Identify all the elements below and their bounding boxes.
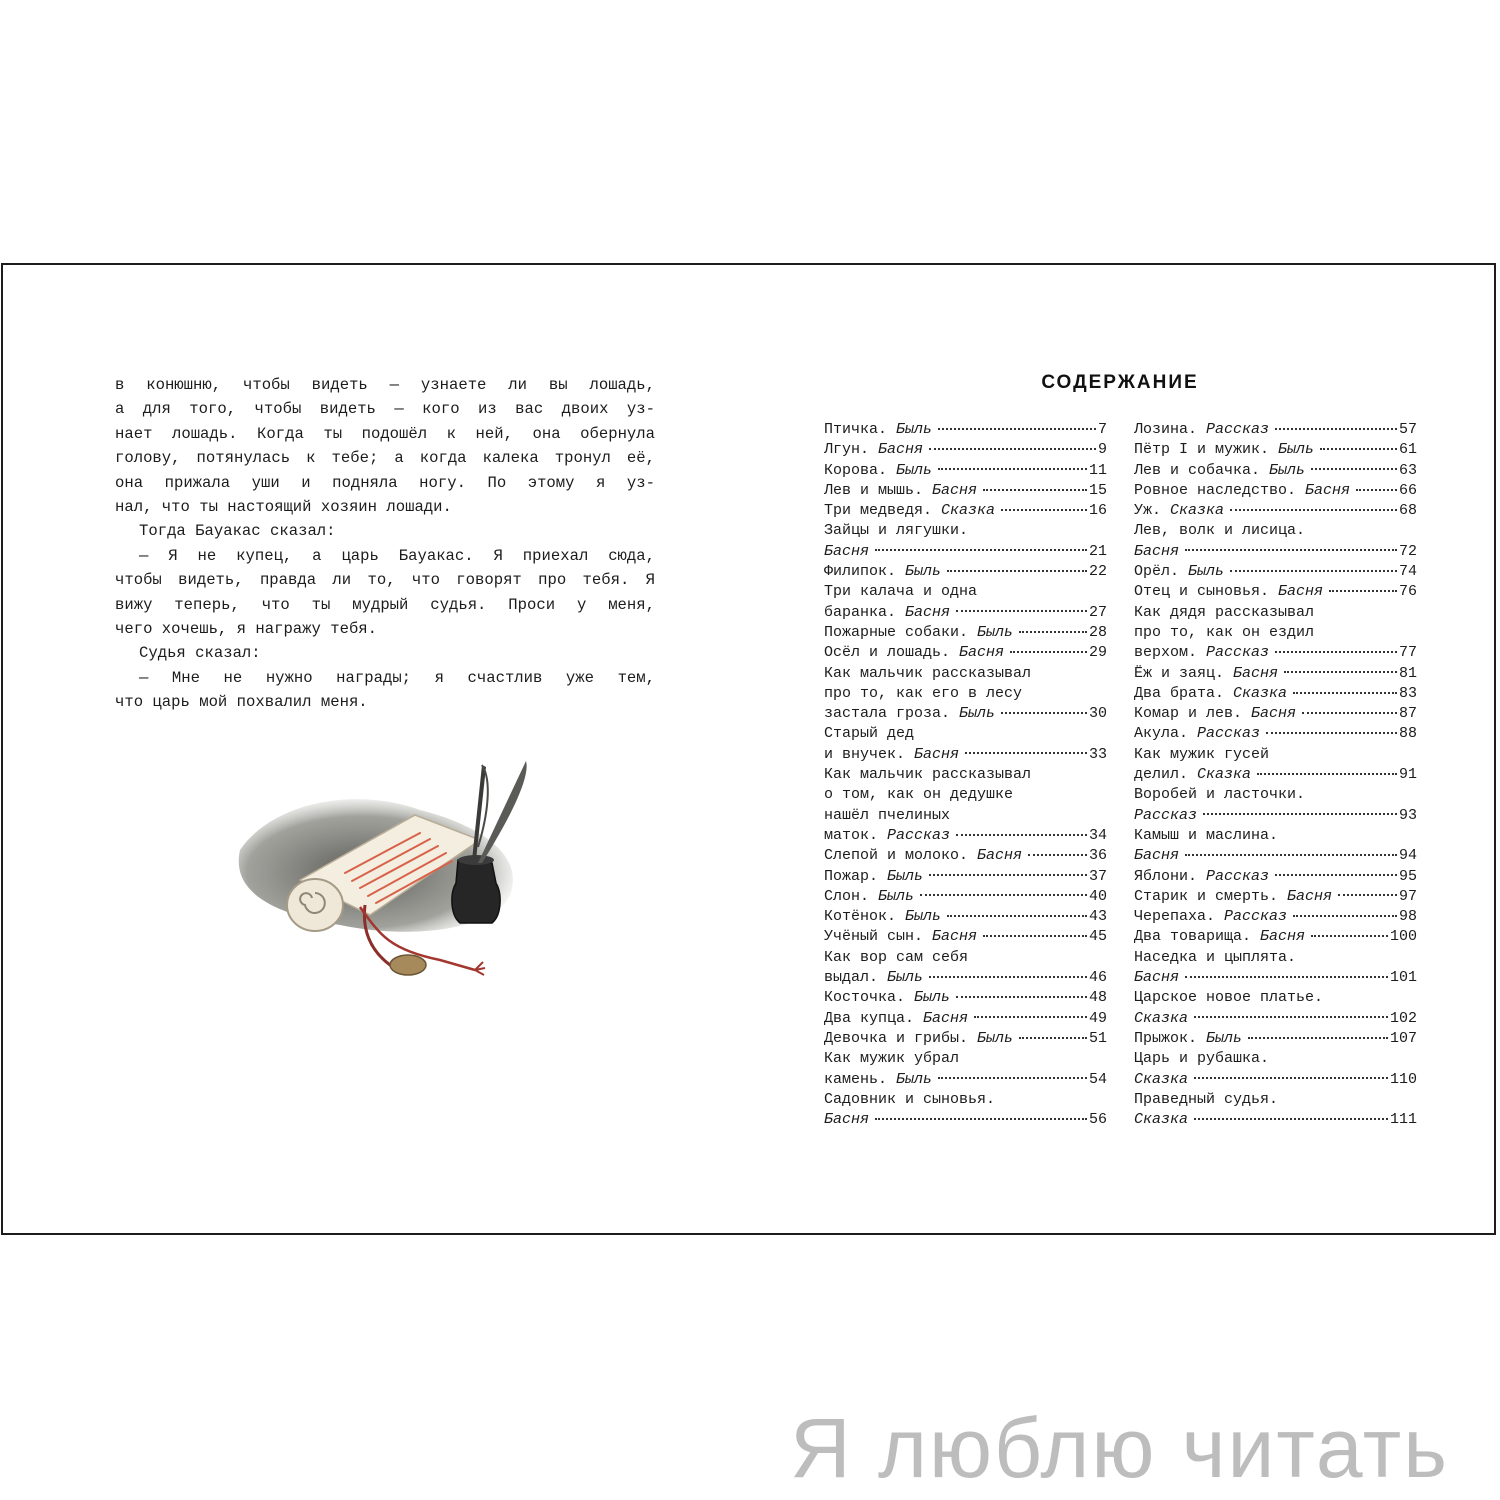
toc-entry-genre: Басня	[824, 542, 870, 560]
toc-entry-genre: Басня	[1134, 847, 1180, 865]
toc-entry	[1134, 521, 1417, 541]
toc-entry-title: Старик и смерть.	[1134, 887, 1279, 905]
toc-entry	[824, 826, 1107, 846]
toc-entry-page: 68	[1398, 502, 1417, 520]
toc-entry	[824, 643, 1107, 663]
toc-leader-dots	[1302, 709, 1397, 714]
story-line: а для того, чтобы видеть — кого из вас двоих уз-	[115, 400, 655, 419]
toc-entry-page: 81	[1398, 664, 1417, 682]
toc-entry-genre: Сказка	[1134, 1111, 1189, 1129]
toc-entry-page: 43	[1088, 908, 1107, 926]
toc-leader-dots	[974, 1013, 1087, 1018]
scroll-inkwell-quill-icon	[230, 755, 530, 985]
toc-entry-genre: Быль	[887, 969, 924, 987]
toc-entry-page: 45	[1088, 928, 1107, 946]
toc-leader-dots	[875, 546, 1087, 551]
toc-entry	[824, 1029, 1107, 1049]
toc-entry-title: Уж.	[1134, 502, 1162, 520]
toc-leader-dots	[1019, 628, 1087, 633]
toc-entry-title: Ровное наследство.	[1134, 481, 1297, 499]
toc-entry-title: застала гроза.	[824, 705, 951, 723]
toc-entry-genre: Сказка	[941, 502, 996, 520]
toc-entry-page: 77	[1398, 644, 1417, 662]
toc-leader-dots	[1028, 851, 1087, 856]
toc-entry	[824, 704, 1107, 724]
toc-entry	[824, 806, 1107, 826]
toc-entry	[1134, 968, 1417, 988]
toc-entry-genre: Сказка	[1134, 1070, 1189, 1088]
toc-leader-dots	[1230, 506, 1397, 511]
toc-column-left	[824, 420, 1107, 1130]
toc-leader-dots	[1275, 871, 1397, 876]
toc-leader-dots	[1257, 770, 1397, 775]
toc-entry-page: 111	[1389, 1111, 1417, 1129]
toc-entry-page: 28	[1088, 623, 1107, 641]
toc-leader-dots	[929, 871, 1087, 876]
toc-entry-page: 97	[1398, 887, 1417, 905]
toc-entry-genre: Быль	[887, 867, 924, 885]
toc-leader-dots	[956, 993, 1087, 998]
watermark-text: Я люблю читать	[790, 1401, 1450, 1495]
toc-entry-genre: Сказка	[1197, 766, 1252, 784]
toc-entry-genre: Быль	[896, 421, 933, 438]
toc-entry-genre: Быль	[878, 887, 915, 905]
toc-entry-genre: Быль	[905, 908, 942, 926]
toc-entry	[1134, 724, 1417, 744]
toc-entry-title: маток.	[824, 826, 879, 844]
toc-entry-page: 66	[1398, 481, 1417, 499]
toc-entry-title: Два товарища.	[1134, 928, 1252, 946]
toc-entry-page: 33	[1088, 745, 1107, 763]
toc-entry	[824, 988, 1107, 1008]
toc-entry-genre: Басня	[1305, 481, 1351, 499]
toc-entry-genre: Сказка	[1170, 502, 1225, 520]
toc-leader-dots	[1248, 1034, 1388, 1039]
toc-entry-page: 56	[1088, 1111, 1107, 1129]
toc-leader-dots	[1185, 851, 1397, 856]
toc-entry-genre: Басня	[1287, 887, 1333, 905]
toc-entry	[1134, 542, 1417, 562]
toc-entry	[824, 968, 1107, 988]
toc-entry-title: Пожарные собаки.	[824, 623, 969, 641]
toc-entry-genre: Быль	[1206, 1029, 1243, 1047]
toc-entry-title: Лев и мышь.	[824, 481, 924, 499]
toc-entry	[1134, 704, 1417, 724]
toc-entry-genre: Басня	[959, 644, 1005, 662]
toc-entry-genre: Басня	[932, 928, 978, 946]
toc-entry-title: про то, как он ездил	[1134, 623, 1315, 641]
toc-entry-page: 110	[1389, 1070, 1417, 1088]
toc-entry-page: 15	[1088, 481, 1107, 499]
story-text	[115, 373, 655, 715]
toc-entry-page: 72	[1398, 542, 1417, 560]
toc-entry-page: 101	[1389, 969, 1417, 987]
toc-entry-title: Яблони.	[1134, 867, 1198, 885]
toc-entry	[824, 1070, 1107, 1090]
toc-entry-title: Камыш и маслина.	[1134, 826, 1279, 844]
toc-entry	[824, 664, 1107, 684]
story-line: нал, что ты настоящий хозяин лошади.	[115, 498, 452, 517]
toc-entry	[824, 785, 1107, 805]
toc-entry-page: 74	[1398, 563, 1417, 581]
toc-entry-title: Лгун.	[824, 441, 870, 459]
toc-leader-dots	[875, 1115, 1087, 1120]
toc-entry	[1134, 501, 1417, 521]
toc-leader-dots	[1284, 668, 1397, 673]
toc-entry-title: Девочка и грибы.	[824, 1029, 969, 1047]
toc-leader-dots	[938, 1074, 1087, 1079]
toc-entry-genre: Быль	[914, 989, 951, 1007]
toc-entry-genre: Быль	[977, 1029, 1014, 1047]
story-line: что царь мой похвалил меня.	[115, 693, 368, 712]
toc-entry-title: Осёл и лошадь.	[824, 644, 951, 662]
toc-entry-title: выдал.	[824, 969, 879, 987]
toc-entry-title: баранка.	[824, 603, 897, 621]
toc-entry-page: 22	[1088, 563, 1107, 581]
toc-entry	[824, 887, 1107, 907]
toc-leader-dots	[947, 567, 1087, 572]
toc-entry-genre: Басня	[932, 481, 978, 499]
toc-entry-genre: Быль	[896, 461, 933, 479]
toc-leader-dots	[1001, 709, 1087, 714]
toc-entry-genre: Сказка	[1134, 1009, 1189, 1027]
toc-entry-genre: Рассказ	[1206, 867, 1270, 885]
toc-leader-dots	[1320, 445, 1397, 450]
story-line: голову, потянулась к тебе; а когда калека тронул её,	[115, 449, 655, 468]
story-line: чтобы видеть, правда ли то, что говорят про тебя. Я	[115, 571, 655, 590]
toc-entry	[824, 521, 1107, 541]
toc-leader-dots	[1275, 425, 1397, 430]
toc-entry-page: 87	[1398, 705, 1417, 723]
toc-entry-genre: Басня	[1278, 583, 1324, 601]
toc-leader-dots	[1266, 729, 1397, 734]
toc-entry-title: Два брата.	[1134, 684, 1225, 702]
toc-leader-dots	[938, 465, 1087, 470]
toc-entry-title: о том, как он дедушке	[824, 786, 1014, 804]
toc-entry-title: Лозина.	[1134, 421, 1198, 438]
toc-entry-title: Наседка и цыплята.	[1134, 948, 1297, 966]
toc-entry	[824, 927, 1107, 947]
toc-entry-page: 61	[1398, 441, 1417, 459]
story-line: нает лошадь. Когда ты подошёл к ней, она обернула	[115, 424, 655, 443]
toc-leader-dots	[956, 607, 1087, 612]
toc-entry-title: Воробей и ласточки.	[1134, 786, 1306, 804]
toc-entry-genre: Рассказ	[1134, 806, 1198, 824]
toc-entry-genre: Рассказ	[1206, 644, 1270, 662]
toc-entry-genre: Басня	[1134, 969, 1180, 987]
toc-entry-page: 49	[1088, 1009, 1107, 1027]
toc-entry	[1134, 785, 1417, 805]
toc-entry-title: Два купца.	[824, 1009, 915, 1027]
toc-entry-title: Царь и рубашка.	[1134, 1050, 1270, 1068]
toc-entry-genre: Басня	[977, 847, 1023, 865]
toc-entry	[1134, 461, 1417, 481]
toc-entry-title: Отец и сыновья.	[1134, 583, 1270, 601]
toc-title: СОДЕРЖАНИЕ	[1041, 372, 1199, 393]
toc-entry-title: Как мужик гусей	[1134, 745, 1270, 763]
toc-entry-title: Как дядя рассказывал	[1134, 603, 1315, 621]
toc-entry-title: Орёл.	[1134, 563, 1180, 581]
toc-entry-genre: Басня	[923, 1009, 969, 1027]
story-line: — Я не купец, а царь Бауакас. Я приехал сюда,	[139, 546, 655, 565]
toc-entry-title: Учёный сын.	[824, 928, 924, 946]
toc-entry-genre: Басня	[878, 441, 924, 459]
toc-leader-dots	[1194, 1115, 1388, 1120]
toc-leader-dots	[1329, 587, 1397, 592]
toc-entry-page: 93	[1398, 806, 1417, 824]
story-line: — Мне не нужно награды; я счастлив уже тем,	[139, 668, 655, 687]
toc-entry-title: Прыжок.	[1134, 1029, 1198, 1047]
toc-entry	[824, 501, 1107, 521]
toc-entry-title: Слепой и молоко.	[824, 847, 969, 865]
toc-entry	[1134, 664, 1417, 684]
toc-entry-title: Птичка.	[824, 421, 888, 438]
toc-entry	[824, 440, 1107, 460]
toc-entry-page: 40	[1088, 887, 1107, 905]
story-line: вижу теперь, что ты мудрый судья. Проси у меня,	[115, 595, 655, 614]
toc-entry-genre: Басня	[914, 745, 960, 763]
toc-entry-page: 30	[1088, 705, 1107, 723]
toc-leader-dots	[1311, 932, 1388, 937]
toc-entry	[1134, 562, 1417, 582]
toc-entry-genre: Рассказ	[1206, 421, 1270, 438]
toc-entry	[824, 420, 1107, 440]
toc-entry-title: Старый дед	[824, 725, 915, 743]
toc-entry-title: Садовник и сыновья.	[824, 1090, 996, 1108]
toc-entry	[1134, 745, 1417, 765]
toc-entry-title: Зайцы и лягушки.	[824, 522, 969, 540]
toc-entry-title: Три медведя.	[824, 502, 933, 520]
toc-entry	[1134, 765, 1417, 785]
toc-column-right	[1134, 420, 1417, 1130]
toc-entry	[824, 1009, 1107, 1029]
toc-entry	[824, 582, 1107, 602]
toc-entry-title: и внучек.	[824, 745, 906, 763]
toc-entry	[824, 603, 1107, 623]
toc-entry-title: камень.	[824, 1070, 888, 1088]
toc-leader-dots	[1230, 567, 1397, 572]
toc-entry	[824, 1049, 1107, 1069]
toc-entry-genre: Басня	[824, 1111, 870, 1129]
toc-entry-genre: Басня	[1251, 705, 1297, 723]
toc-entry	[824, 461, 1107, 481]
toc-entry-page: 88	[1398, 725, 1417, 743]
toc-entry-page: 100	[1389, 928, 1417, 946]
toc-entry-genre: Басня	[1233, 664, 1279, 682]
toc-entry-title: Лев, волк и лисица.	[1134, 522, 1306, 540]
toc-entry	[1134, 948, 1417, 968]
toc-entry-page: 83	[1398, 684, 1417, 702]
toc-entry-title: Царское новое платье.	[1134, 989, 1324, 1007]
toc-entry-page: 102	[1389, 1009, 1417, 1027]
toc-entry-page: 29	[1088, 644, 1107, 662]
toc-entry	[824, 684, 1107, 704]
story-line: Тогда Бауакас сказал:	[139, 522, 336, 541]
toc-entry	[824, 481, 1107, 501]
toc-entry	[1134, 420, 1417, 440]
toc-entry	[1134, 927, 1417, 947]
toc-leader-dots	[983, 486, 1087, 491]
toc-entry-title: Комар и лев.	[1134, 705, 1243, 723]
toc-leader-dots	[956, 831, 1087, 836]
toc-leader-dots	[929, 973, 1087, 978]
toc-entry-page: 16	[1088, 502, 1107, 520]
story-line: она прижала уши и подняла ногу. По этому я уз-	[115, 473, 655, 492]
toc-entry	[1134, 806, 1417, 826]
toc-entry-page: 54	[1088, 1070, 1107, 1088]
toc-entry	[824, 867, 1107, 887]
toc-entry	[1134, 1110, 1417, 1130]
toc-entry	[1134, 907, 1417, 927]
toc-entry-title: Как мальчик рассказывал	[824, 664, 1032, 682]
toc-entry-title: Черепаха.	[1134, 908, 1216, 926]
toc-entry	[824, 542, 1107, 562]
toc-entry-genre: Быль	[1278, 441, 1315, 459]
toc-entry-genre: Рассказ	[1197, 725, 1261, 743]
toc-entry-page: 27	[1088, 603, 1107, 621]
toc-entry	[824, 846, 1107, 866]
toc-entry	[1134, 623, 1417, 643]
story-line: в конюшню, чтобы видеть — узнаете ли вы лошадь,	[115, 376, 655, 394]
toc-entry-page: 48	[1088, 989, 1107, 1007]
toc-leader-dots	[965, 749, 1087, 754]
toc-entry-title: Как мужик убрал	[824, 1050, 960, 1068]
toc-leader-dots	[983, 932, 1087, 937]
toc-leader-dots	[1275, 648, 1397, 653]
toc-entry	[824, 562, 1107, 582]
toc-entry	[1134, 1009, 1417, 1029]
toc-entry-title: Пожар.	[824, 867, 879, 885]
toc-leader-dots	[1010, 648, 1087, 653]
toc-entry-title: Праведный судья.	[1134, 1090, 1279, 1108]
toc-leader-dots	[938, 425, 1096, 430]
toc-entry-page: 95	[1398, 867, 1417, 885]
toc-entry	[824, 623, 1107, 643]
toc-entry	[1134, 1029, 1417, 1049]
toc-entry-page: 36	[1088, 847, 1107, 865]
toc-entry	[1134, 1070, 1417, 1090]
toc-entry	[1134, 988, 1417, 1008]
toc-entry-title: Филипок.	[824, 563, 897, 581]
toc-entry-page: 9	[1097, 441, 1107, 459]
toc-leader-dots	[1203, 810, 1397, 815]
toc-leader-dots	[1001, 506, 1087, 511]
toc-entry	[1134, 887, 1417, 907]
toc-entry	[1134, 867, 1417, 887]
toc-entry-genre: Рассказ	[1224, 908, 1288, 926]
toc-entry-title: нашёл пчелиных	[824, 806, 951, 824]
toc-entry	[824, 745, 1107, 765]
toc-entry-genre: Быль	[977, 623, 1014, 641]
toc-leader-dots	[1194, 1074, 1388, 1079]
story-line: Судья сказал:	[139, 644, 261, 663]
toc-entry-page: 91	[1398, 766, 1417, 784]
toc-entry	[1134, 603, 1417, 623]
toc-entry-page: 7	[1097, 421, 1107, 438]
toc-entry-title: Три калача и одна	[824, 583, 978, 601]
toc-entry-title: Пётр I и мужик.	[1134, 441, 1270, 459]
toc-entry	[1134, 440, 1417, 460]
toc-entry-title: Как вор сам себя	[824, 948, 969, 966]
toc-leader-dots	[929, 445, 1096, 450]
toc-entry-title: Котёнок.	[824, 908, 897, 926]
toc-entry-title: верхом.	[1134, 644, 1198, 662]
toc-entry-genre: Рассказ	[887, 826, 951, 844]
toc-leader-dots	[1293, 912, 1397, 917]
toc-entry	[1134, 846, 1417, 866]
toc-leader-dots	[920, 891, 1087, 896]
toc-entry-page: 98	[1398, 908, 1417, 926]
toc-entry-genre: Быль	[959, 705, 996, 723]
toc-entry	[1134, 684, 1417, 704]
toc-entry	[1134, 582, 1417, 602]
toc-entry-title: про то, как его в лесу	[824, 684, 1023, 702]
toc-entry-title: Ёж и заяц.	[1134, 664, 1225, 682]
toc-leader-dots	[1293, 689, 1397, 694]
toc-entry-genre: Быль	[905, 563, 942, 581]
toc-entry-page: 63	[1398, 461, 1417, 479]
toc-entry	[824, 1090, 1107, 1110]
toc-leader-dots	[1311, 465, 1397, 470]
toc-entry-page: 76	[1398, 583, 1417, 601]
toc-entry-title: Лев и собачка.	[1134, 461, 1261, 479]
toc-entry-page: 21	[1088, 542, 1107, 560]
toc-entry-page: 37	[1088, 867, 1107, 885]
toc-entry-page: 107	[1389, 1029, 1417, 1047]
toc-entry	[824, 907, 1107, 927]
toc-entry	[1134, 1049, 1417, 1069]
toc-leader-dots	[1185, 546, 1397, 551]
toc-entry-title: Косточка.	[824, 989, 906, 1007]
toc-entry-title: Как мальчик рассказывал	[824, 766, 1032, 784]
toc-entry	[1134, 481, 1417, 501]
toc-entry-title: Корова.	[824, 461, 888, 479]
toc-leader-dots	[1338, 891, 1397, 896]
toc-entry-title: Слон.	[824, 887, 870, 905]
toc-entry-genre: Басня	[1134, 542, 1180, 560]
toc-entry-page: 46	[1088, 969, 1107, 987]
toc-leader-dots	[1356, 486, 1397, 491]
toc-entry	[824, 724, 1107, 744]
toc-entry-page: 57	[1398, 421, 1417, 438]
toc-entry	[824, 765, 1107, 785]
toc-entry-genre: Быль	[896, 1070, 933, 1088]
toc-entry-genre: Быль	[1269, 461, 1306, 479]
toc-entry	[824, 948, 1107, 968]
toc-entry-page: 11	[1088, 461, 1107, 479]
toc-entry-genre: Басня	[1260, 928, 1306, 946]
toc-entry	[824, 1110, 1107, 1130]
toc-leader-dots	[1185, 973, 1388, 978]
toc-entry-page: 94	[1398, 847, 1417, 865]
story-line: чего хочешь, я награжу тебя.	[115, 620, 378, 639]
toc-entry-genre: Басня	[905, 603, 951, 621]
toc-entry-title: Акула.	[1134, 725, 1189, 743]
toc-entry-page: 34	[1088, 826, 1107, 844]
toc-entry	[1134, 643, 1417, 663]
toc-entry-genre: Сказка	[1233, 684, 1288, 702]
toc-entry-title: делил.	[1134, 766, 1189, 784]
toc-entry	[1134, 1090, 1417, 1110]
toc-leader-dots	[1194, 1013, 1388, 1018]
toc-entry	[1134, 826, 1417, 846]
toc-leader-dots	[1019, 1034, 1087, 1039]
toc-entry-genre: Быль	[1188, 563, 1225, 581]
toc-leader-dots	[947, 912, 1087, 917]
toc-entry-page: 51	[1088, 1029, 1107, 1047]
